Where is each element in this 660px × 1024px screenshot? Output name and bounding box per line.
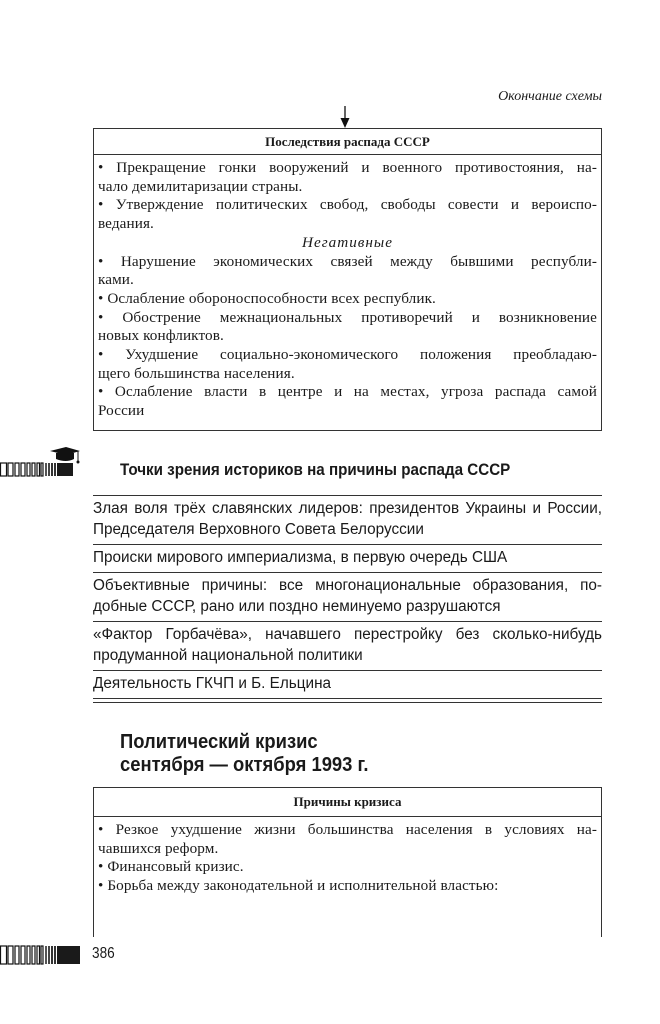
historian-view-line: Злая воля трёх славянских лидеров: президентов Украины и России, [93,500,602,517]
crisis-title-line1: Политический кризис [120,731,318,753]
list-item-line: чало демилитаризации страны. [98,177,303,195]
list-item-line: новых конфликтов. [98,327,224,345]
list-item [98,383,597,420]
list-item-line: • Утверждение политических свобод, свободы совести и вероиспо- [98,196,597,214]
list-item-line: щего большинства населения. [98,364,295,382]
negative-subheading: Негативные [302,233,393,251]
graduation-cap-barcode-icon [0,446,80,482]
crisis-title-line2: сентября — октября 1993 г. [120,754,369,776]
consequences-box-title: Последствия распада СССР [94,129,601,155]
list-item [98,877,597,896]
continuation-label: Окончание схемы [498,89,602,104]
historians-section-title: Точки зрения историков на причины распада СССР [120,461,511,479]
historian-view-line: Происки мирового империализма, в первую очередь США [93,549,508,566]
consequences-box [93,128,602,431]
historian-view-row [93,621,602,670]
list-item-line: чавшихся реформ. [98,839,219,857]
list-item-line: ведания. [98,215,154,233]
barcode-decoration-icon [0,945,80,965]
negative-list [98,253,597,421]
list-item [98,253,597,290]
historians-views-list [93,495,602,703]
list-item-line: ками. [98,271,134,289]
positive-list [98,159,597,234]
list-item-line: • Нарушение экономических связей между бывшими республи- [98,252,597,270]
crisis-causes-title: Причины кризиса [94,788,601,817]
list-item [98,159,597,196]
crisis-section-title [120,731,368,777]
historian-view-line: Деятельность ГКЧП и Б. Ельцина [93,675,332,692]
historian-view-row [93,495,602,544]
list-item-line: • Резкое ухудшение жизни большинства населения в условиях на- [98,821,597,838]
crisis-causes-box [93,787,602,937]
list-item [98,346,597,383]
list-item-line: • Обострение межнациональных противоречий и возникновение [98,308,597,326]
list-item-line: • Ослабление обороноспособности всех республик. [98,289,436,307]
list-item [98,196,597,233]
list-item-line: • Ослабление власти в центре и на местах, угроза распада самой [98,383,597,401]
historian-view-line: Объективные причины: все многонациональные образования, по- [93,577,602,594]
historian-view-line: «Фактор Горбачёва», начавшего перестройку без сколько-нибудь [93,626,602,643]
list-item-line: • Ухудшение социально-экономического положения преобладаю- [98,346,597,364]
historian-view-row [93,670,602,698]
double-rule-divider [93,698,602,703]
list-item-line: России [98,402,145,420]
list-item [98,858,597,877]
historian-view-line: продуманной национальной политики [93,647,363,664]
list-item [98,821,597,858]
crisis-causes-list [98,821,597,896]
arrow-down-icon [339,106,351,128]
list-item [98,290,597,309]
historian-view-row [93,572,602,621]
historian-view-line: Председателя Верховного Совета Белоруссии [93,521,424,538]
list-item-line: • Прекращение гонки вооружений и военного противостояния, на- [98,159,597,176]
historian-view-line: добные СССР, рано или поздно неминуемо разрушаются [93,598,501,615]
list-item-line: • Финансовый кризис. [98,858,244,876]
list-item-line: • Борьба между законодательной и исполнительной властью: [98,877,499,895]
page-number: 386 [92,945,115,962]
list-item [98,309,597,346]
historian-view-row [93,544,602,572]
